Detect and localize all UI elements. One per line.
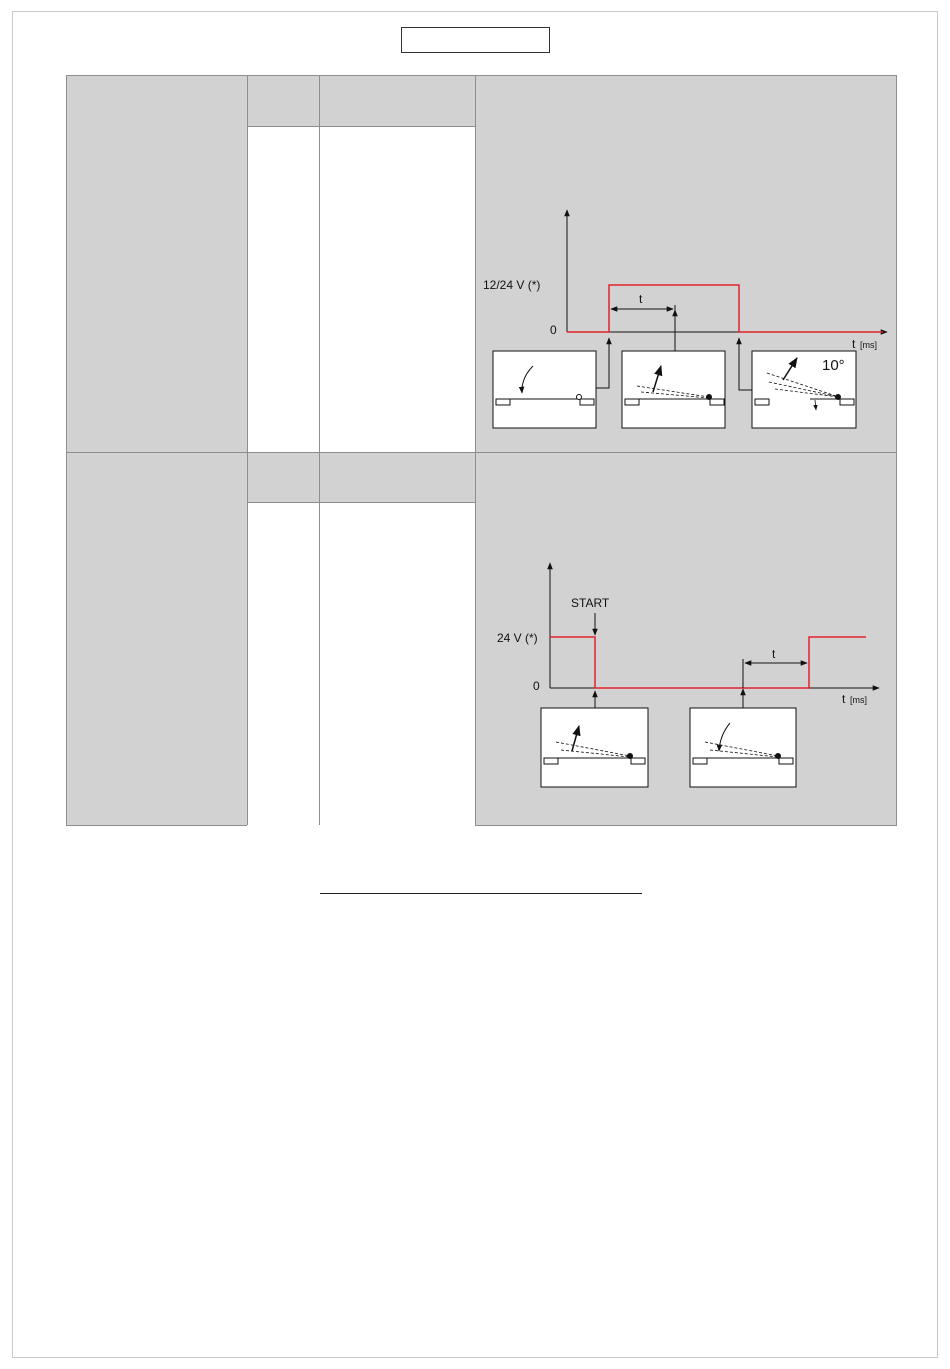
time-axis-label: t	[852, 337, 856, 351]
zero-label: 0	[533, 679, 540, 693]
row2-value-cell-a	[247, 503, 319, 826]
zero-label: 0	[550, 323, 557, 337]
time-unit-label: [ms]	[860, 340, 877, 350]
interval-label: t	[639, 292, 643, 306]
title-box	[401, 27, 550, 53]
signature-underline	[320, 893, 642, 894]
connector-1	[596, 380, 609, 388]
row1-value-cell-b	[319, 127, 475, 453]
time-unit-label: [ms]	[850, 695, 867, 705]
voltage-label: 24 V (*)	[497, 631, 538, 645]
timing-diagram-top	[475, 200, 897, 440]
timing-diagram-bottom	[475, 555, 897, 795]
state-box-1	[541, 708, 648, 787]
voltage-label: 12/24 V (*)	[483, 278, 541, 292]
start-label: START	[571, 596, 610, 610]
time-axis-label: t	[842, 692, 846, 706]
state-box-2	[690, 708, 796, 787]
angle-label: 10°	[822, 357, 845, 374]
row2-value-cell-b	[319, 503, 475, 826]
interval-label: t	[772, 647, 776, 661]
col-divider-2	[319, 76, 320, 825]
col-divider-1	[247, 76, 248, 825]
connector-3	[739, 380, 752, 390]
state-box-3	[752, 351, 856, 428]
state-box-1	[493, 351, 596, 428]
row1-sub-divider	[247, 126, 475, 127]
signal-line	[550, 637, 866, 688]
state-box-2	[622, 351, 725, 428]
row2-sub-divider	[247, 502, 475, 503]
row-divider	[67, 452, 896, 453]
row1-value-cell-a	[247, 127, 319, 453]
